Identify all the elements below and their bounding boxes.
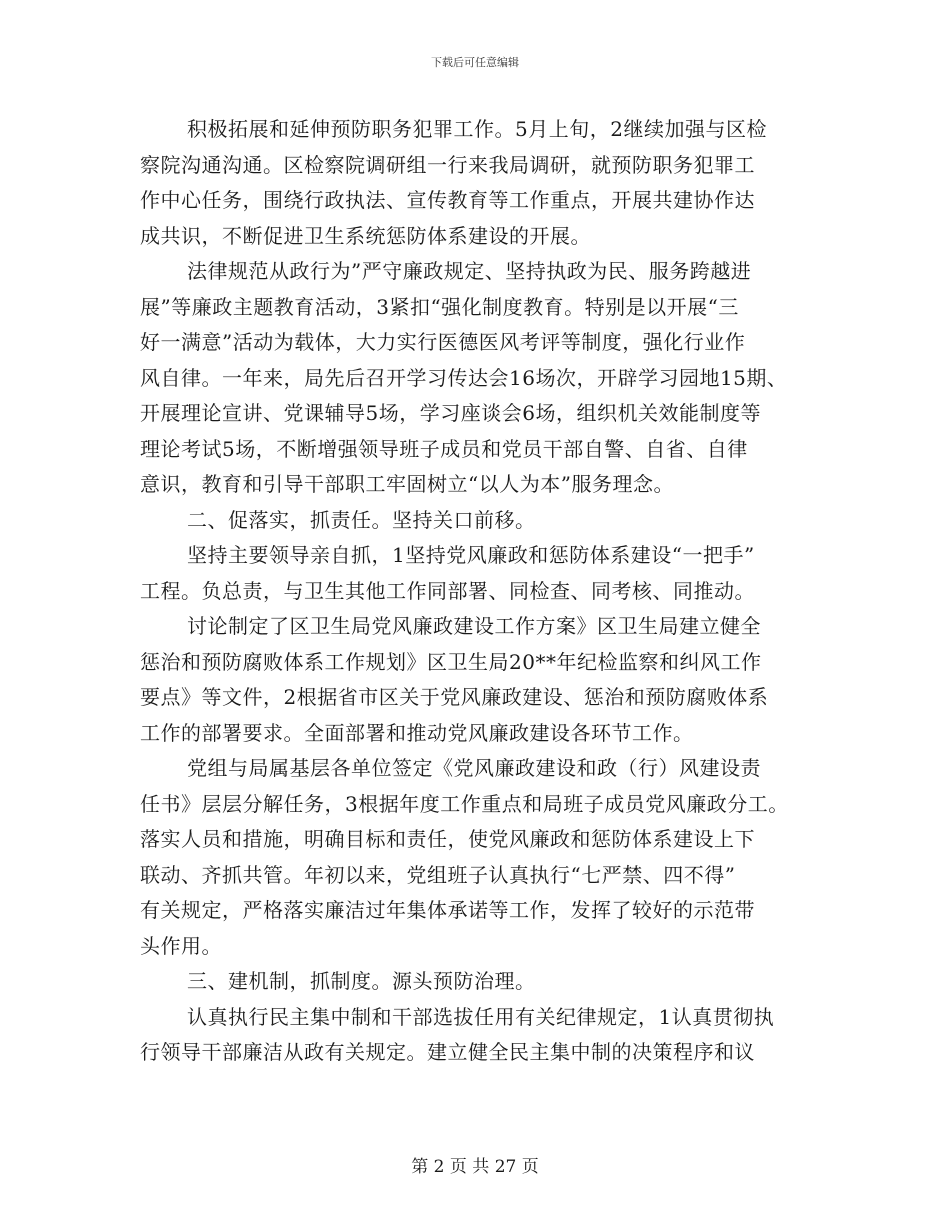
text-line: 认真执行民主集中制和干部选拔任用有关纪律规定，1认真贯彻执 — [187, 1004, 775, 1029]
text-line: 有关规定，严格落实廉洁过年集体承诺等工作，发挥了较好的示范带 — [140, 898, 755, 922]
text-line: 好一满意”活动为载体，大力实行医德医风考评等制度，强化行业作 — [140, 330, 746, 354]
text-line: 法律规范从政行为”严守廉政规定、坚持执政为民、服务跨越进 — [187, 259, 752, 283]
text-line: 坚持主要领导亲自抓，1坚持党风廉政和惩防体系建设“一把手” — [187, 543, 755, 567]
text-line: 察院沟通沟通。区检察院调研组一行来我局调研，就预防职务犯罪工 — [140, 152, 755, 177]
text-line: 落实人员和措施，明确目标和责任，使党风廉政和惩防体系建设上下 — [140, 827, 755, 851]
text-line: 工作的部署要求。全面部署和推动党风廉政建设各环节工作。 — [140, 720, 694, 745]
header-note: 下载后可任意编辑 — [431, 56, 519, 69]
page-number-footer: 第 2 页 共 27 页 — [411, 1157, 539, 1177]
text-line: 头作用。 — [140, 933, 222, 958]
text-line: 惩治和预防腐败体系工作规划》区卫生局20**年纪检监察和纠风工作 — [140, 649, 762, 674]
text-line: 作中心任务，围绕行政执法、宣传教育等工作重点，开展共建协作达 — [140, 188, 755, 212]
text-line: 三、建机制，抓制度。源头预防治理。 — [187, 969, 536, 993]
text-line: 意识，教育和引导干部职工牢固树立“以人为本”服务理念。 — [140, 472, 674, 496]
text-line: 理论考试5场，不断增强领导班子成员和党员干部自警、自省、自律 — [140, 436, 748, 461]
text-line: 二、促落实，抓责任。坚持关口前移。 — [187, 507, 536, 532]
text-line: 联动、齐抓共管。年初以来，党组班子认真执行“七严禁、四不得” — [140, 862, 736, 887]
text-line: 行领导干部廉洁从政有关规定。建立健全民主集中制的决策程序和议 — [140, 1040, 755, 1064]
text-line: 党组与局属基层各单位签定《党风廉政建设和政（行）风建设责 — [187, 756, 761, 780]
document-body — [140, 112, 812, 1071]
text-line: 工程。负总责，与卫生其他工作同部署、同检查、同考核、同推动。 — [140, 578, 755, 603]
text-line: 展”等廉政主题教育活动，3紧扣“强化制度教育。特别是以开展“三 — [140, 294, 739, 319]
text-line: 积极拓展和延伸预防职务犯罪工作。5月上旬，2继续加强与区检 — [187, 117, 767, 141]
text-line: 开展理论宣讲、党课辅导5场，学习座谈会6场，组织机关效能制度等 — [140, 401, 761, 425]
text-line: 要点》等文件，2根据省市区关于党风廉政建设、惩治和预防腐败体系 — [140, 685, 769, 709]
text-line: 任书》层层分解任务，3根据年度工作重点和局班子成员党风廉政分工。 — [140, 791, 789, 816]
text-line: 讨论制定了区卫生局党风廉政建设工作方案》区卫生局建立健全 — [187, 614, 761, 638]
text-line: 风自律。一年来，局先后召开学习传达会16场次，开辟学习园地15期、 — [140, 365, 788, 390]
text-line: 成共识，不断促进卫生系统惩防体系建设的开展。 — [140, 223, 591, 248]
